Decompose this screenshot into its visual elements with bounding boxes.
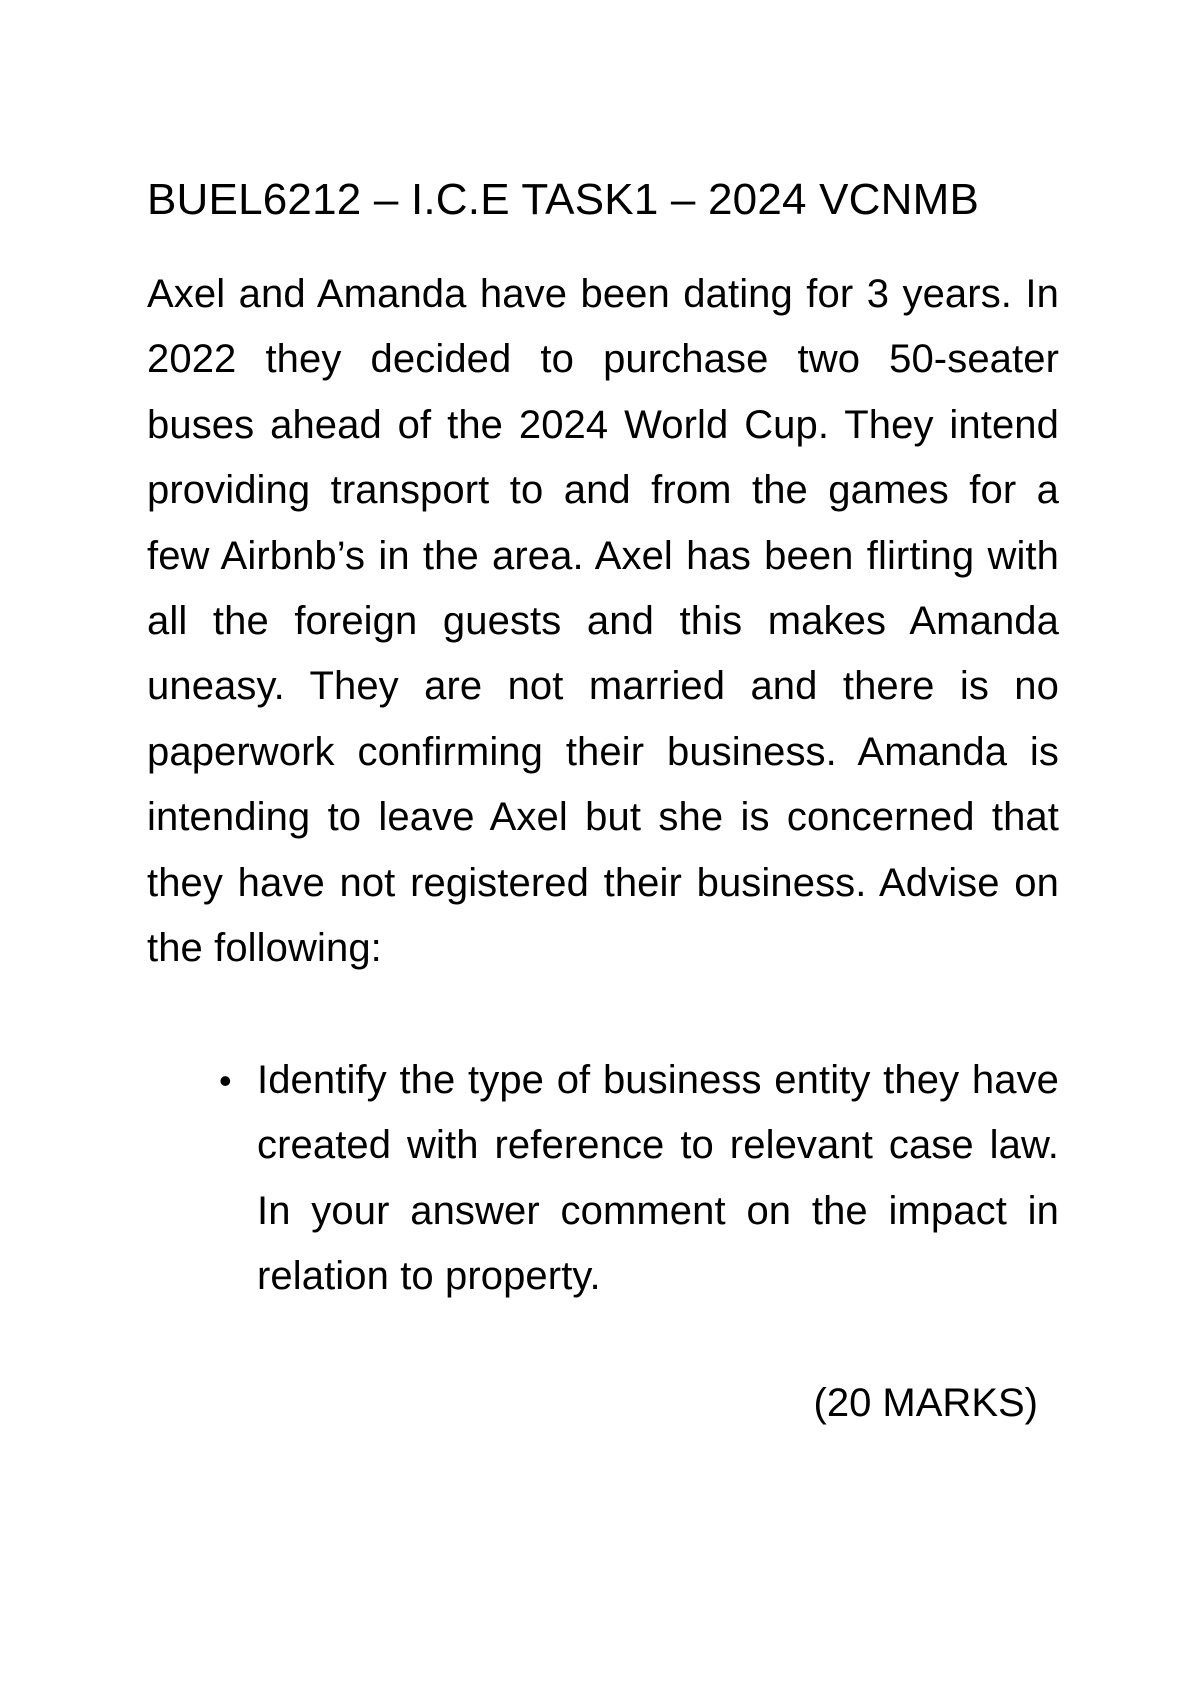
marks-label: (20 MARKS) [813, 1381, 1038, 1425]
bullet-icon: • [219, 1060, 232, 1101]
question-item [147, 1048, 1059, 1310]
document-title: BUEL6212 – I.C.E TASK1 – 2024 VCNMB [147, 175, 980, 224]
question-text: Identify the type of business entity they have created with reference to relevant case law. In your answer comment on the impact in relation to property. [257, 1058, 1059, 1299]
question-list [147, 1048, 1059, 1310]
scenario-paragraph: Axel and Amanda have been dating for 3 years. In 2022 they decided to purchase two 50-seater buses ahead of the 2024 World Cup. They intend providing transport to and from the games for a few Airbnb’s in the area. Axel has been flirting with all the foreign guests and this makes Amanda uneasy. They are not married and there is no paperwork confirming their business. Amanda is intending to leave Axel but she is concerned that they have not registered their business. Advise on the following: [147, 272, 1059, 971]
